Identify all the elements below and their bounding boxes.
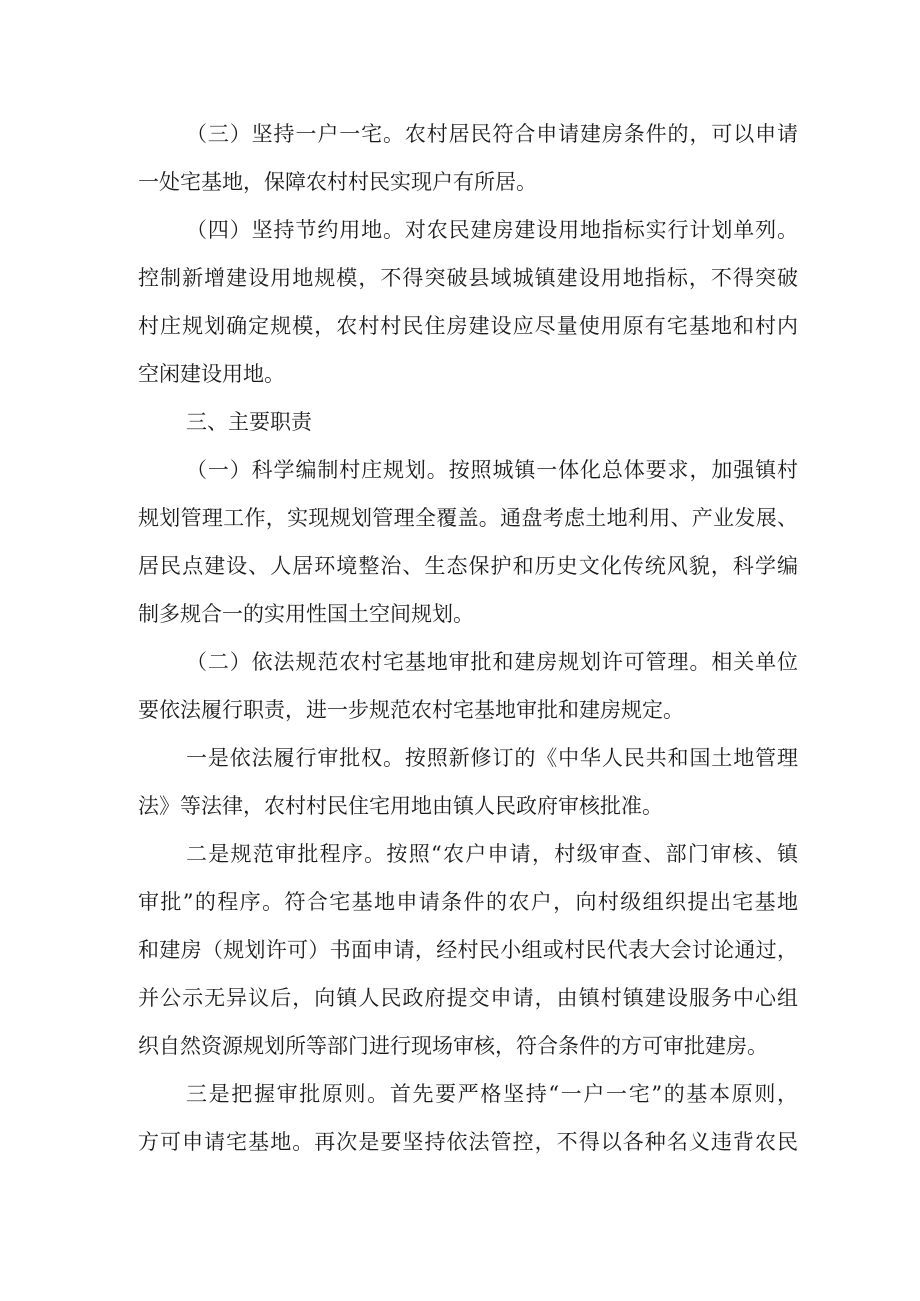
section-heading: 三、主要职责 [186, 410, 312, 434]
paragraph-line: 要依法履行职责，进一步规范农村宅基地审批和建房规定。 [138, 698, 684, 722]
paragraph-line: 审批”的程序。符合宅基地申请条件的农户，向村级组织提出宅基地 [138, 890, 798, 914]
paragraph-line: （三）坚持一户一宅。农村居民符合申请建房条件的，可以申请 [186, 122, 798, 146]
paragraph-line: 控制新增建设用地规模，不得突破县域城镇建设用地指标，不得突破 [138, 266, 798, 290]
paragraph-line: （一）科学编制村庄规划。按照城镇一体化总体要求，加强镇村 [186, 458, 798, 482]
paragraph-line: 并公示无异议后，向镇人民政府提交申请，由镇村镇建设服务中心组 [138, 986, 798, 1010]
paragraph-line: 村庄规划确定规模，农村村民住房建设应尽量使用原有宅基地和村内 [138, 314, 798, 338]
paragraph-line: 和建房（规划许可）书面申请，经村民小组或村民代表大会讨论通过， [138, 938, 798, 962]
paragraph-line: 二是规范审批程序。按照“农户申请，村级审查、部门审核、镇 [186, 842, 798, 866]
paragraph-line: 规划管理工作，实现规划管理全覆盖。通盘考虑土地利用、产业发展、 [138, 506, 798, 530]
paragraph-line: 一是依法履行审批权。按照新修订的《中华人民共和国土地管理 [186, 746, 798, 770]
paragraph-line: 法》等法律，农村村民住宅用地由镇人民政府审核批准。 [138, 794, 663, 818]
paragraph-line: 一处宅基地，保障农村村民实现户有所居。 [138, 170, 537, 194]
paragraph-line: （二）依法规范农村宅基地审批和建房规划许可管理。相关单位 [186, 650, 798, 674]
paragraph-line: 三是把握审批原则。首先要严格坚持“一户一宅”的基本原则， [186, 1082, 798, 1106]
paragraph-line: 方可申请宅基地。再次是要坚持依法管控，不得以各种名义违背农民 [138, 1130, 798, 1154]
paragraph-line: 织自然资源规划所等部门进行现场审核，符合条件的方可审批建房。 [138, 1034, 768, 1058]
paragraph-line: （四）坚持节约用地。对农民建房建设用地指标实行计划单列。 [186, 218, 798, 242]
paragraph-line: 空闲建设用地。 [138, 362, 285, 386]
paragraph-line: 居民点建设、人居环境整治、生态保护和历史文化传统风貌，科学编 [138, 554, 798, 578]
paragraph-line: 制多规合一的实用性国土空间规划。 [138, 602, 474, 626]
